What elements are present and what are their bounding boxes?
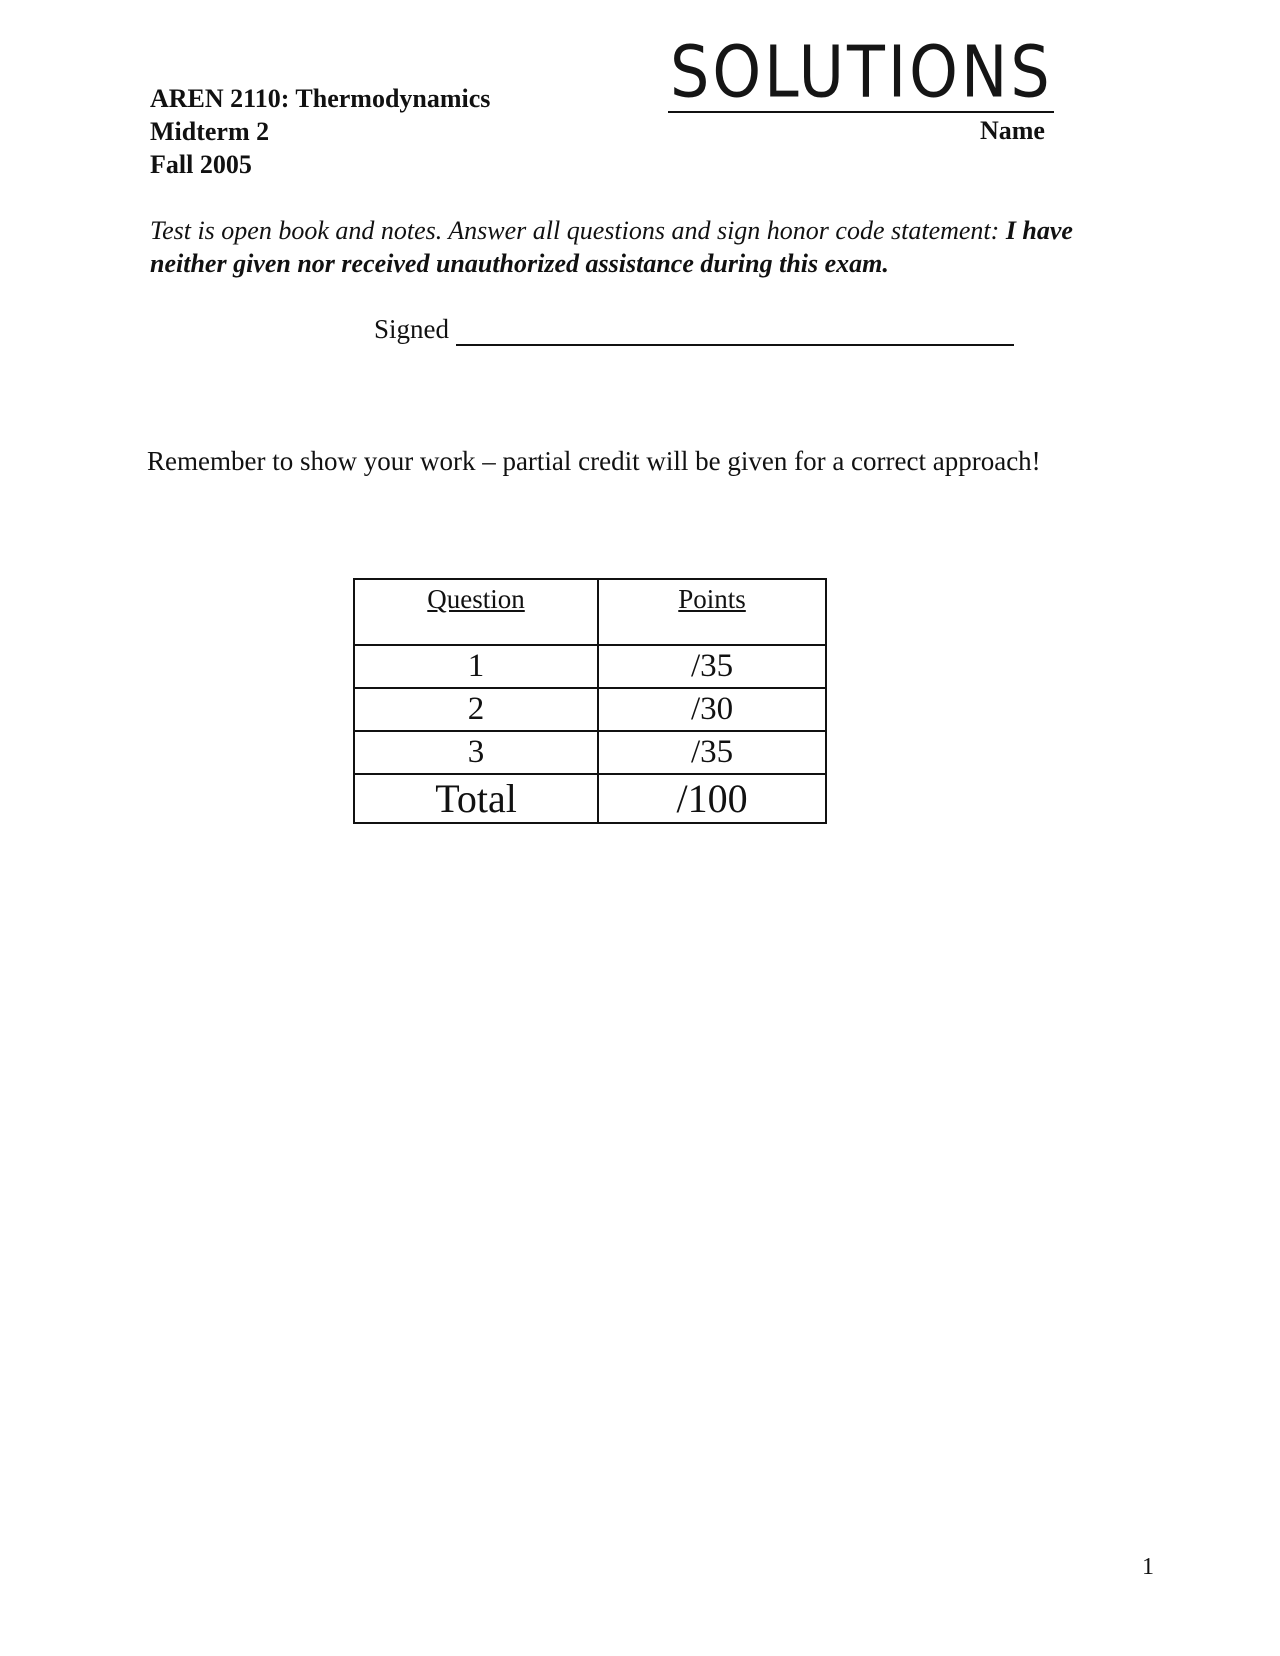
- signature-line: [456, 344, 1014, 346]
- instructions-text: Test is open book and notes. Answer all questions and sign honor code statement:: [150, 216, 1006, 245]
- table-row: [354, 645, 826, 688]
- page-number: 1: [1142, 1554, 1154, 1580]
- points-cell: /30: [598, 688, 826, 731]
- honor-code-statement: I have neither given nor received unauthorized assistance during this exam.: [150, 216, 1073, 278]
- exam-term: Fall 2005: [150, 150, 252, 179]
- points-cell: /35: [598, 731, 826, 774]
- score-table: [353, 578, 827, 824]
- exam-title: Midterm 2: [150, 117, 270, 146]
- reminder-text: Remember to show your work – partial credit will be given for a correct approach!: [147, 446, 1041, 476]
- course-title: AREN 2110: Thermodynamics: [150, 84, 491, 113]
- question-number: 3: [354, 731, 598, 774]
- points-header: Points: [598, 579, 826, 645]
- total-points: /100: [598, 774, 826, 823]
- course-header: [150, 82, 490, 181]
- name-underline: [668, 111, 1054, 113]
- points-cell: /35: [598, 645, 826, 688]
- name-field-handwritten-value: SOLUTIONS: [670, 30, 1053, 114]
- question-header: Question: [354, 579, 598, 645]
- name-label: Name: [980, 116, 1045, 145]
- total-row: [354, 774, 826, 823]
- table-row: [354, 688, 826, 731]
- question-number: 2: [354, 688, 598, 731]
- instructions-paragraph: [150, 214, 1140, 280]
- total-label: Total: [354, 774, 598, 823]
- score-table-header-row: [354, 579, 826, 645]
- signed-label: Signed: [374, 314, 450, 344]
- table-row: [354, 731, 826, 774]
- question-number: 1: [354, 645, 598, 688]
